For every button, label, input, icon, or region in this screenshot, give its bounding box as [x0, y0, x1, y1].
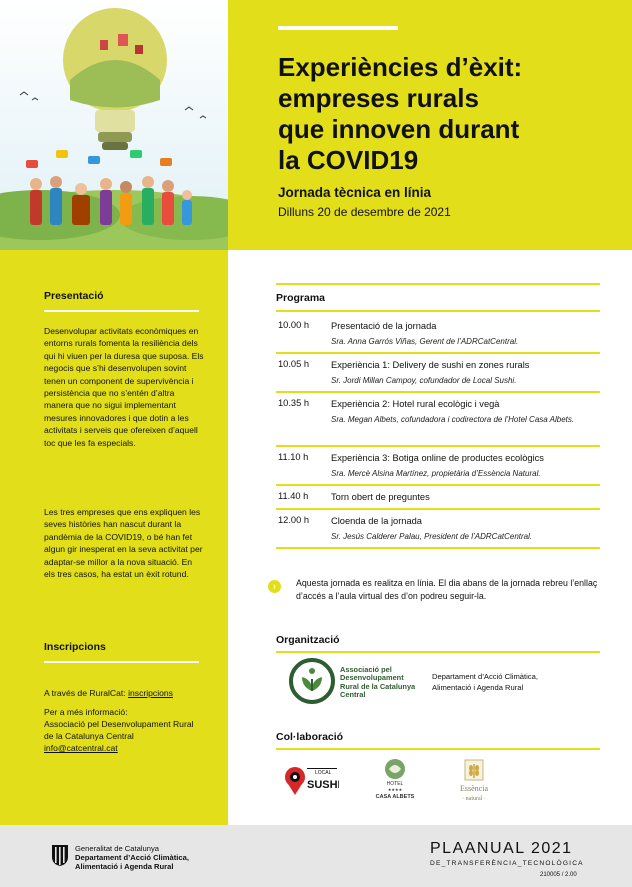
adr-logo-icon: [288, 657, 336, 705]
email-link[interactable]: info@catcentral.cat: [44, 743, 118, 753]
program-time: 10.05 h: [278, 359, 310, 369]
collaboracio-rule: [276, 748, 600, 750]
program-item: [276, 491, 600, 507]
program-item: [276, 515, 600, 555]
program-title: Experiència 1: Delivery de sushi en zones rurals: [331, 360, 530, 370]
gencat-text: [75, 844, 235, 871]
program-title: Presentació de la jornada: [331, 321, 437, 331]
org-contact: Associació pel Desenvolupament Rural de la Catalunya Central: [44, 719, 194, 741]
collaboracio-heading: Col·laboració: [276, 731, 344, 743]
program-time: 12.00 h: [278, 515, 310, 525]
adr-name: Associació pel Desenvolupament Rural de la Catalunya Central: [340, 665, 416, 700]
essencia-logo: [450, 758, 498, 800]
essencia-sub: · natural ·: [462, 796, 486, 802]
program-divider: [276, 547, 600, 549]
essencia-name: Essència: [460, 784, 488, 793]
section-rule: [44, 661, 199, 663]
organitzacio-heading: Organització: [276, 634, 340, 646]
program-time: 11.10 h: [278, 452, 309, 462]
program-time: 10.35 h: [278, 398, 310, 408]
online-note: Aquesta jornada es realitza en línia. El dia abans de la jornada rebreu l’enllaç d’accés a l’aula virtual des d’on podreu seguir-la.: [296, 578, 598, 601]
plan-title: PLAANUAL 2021: [430, 840, 573, 857]
program-item: [276, 452, 600, 492]
program-item: [276, 359, 600, 399]
program-item: [276, 320, 600, 360]
program-divider: [276, 484, 600, 486]
left-column: [0, 250, 228, 825]
local-sushi-name: SUSHI: [307, 779, 339, 791]
program-speaker: Sr. Jordi Millan Campoy, cofundador de Local Sushi.: [331, 376, 517, 385]
title-line: que innoven durant: [278, 114, 520, 144]
title-line: Experiències d’èxit:: [278, 52, 523, 82]
program-time: 10.00 h: [278, 320, 310, 330]
footer: [0, 825, 632, 887]
event-date: Dilluns 20 de desembre de 2021: [278, 205, 451, 219]
program-title: Cloenda de la jornada: [331, 516, 422, 526]
page-title: [278, 52, 623, 176]
gencat-dept-line2: Alimentació i Agenda Rural: [75, 862, 174, 871]
casa-albets-stars: ★★★★: [387, 787, 403, 792]
program-speaker: Sra. Mercè Alsina Martínez, propietària d’Essència Natural.: [331, 469, 541, 478]
hero-illustration: [0, 0, 228, 250]
inscripcions-link[interactable]: inscripcions: [128, 688, 173, 698]
local-sushi-top: LOCAL: [315, 770, 332, 776]
organitzacio-rule: [276, 651, 600, 653]
title-line: empreses rurals: [278, 83, 479, 113]
program-speaker: Sra. Megan Albets, cofundadora i codirectora de l’Hotel Casa Albets.: [331, 415, 575, 424]
section-rule: [44, 310, 199, 312]
gencat-dept-line1: Departament d’Acció Climàtica,: [75, 853, 189, 862]
programa-heading: Programa: [276, 292, 326, 304]
casa-albets-top: HOTEL: [386, 781, 404, 787]
presentacio-heading: Presentació: [44, 290, 104, 302]
hero-rule: [278, 26, 398, 30]
program-time: 11.40 h: [278, 491, 309, 501]
more-info-label: Per a més informació:: [44, 707, 128, 717]
plan-subtitle: DE_TRANSFERÈNCIA_TECNOLÒGICA: [430, 860, 584, 867]
programa-rule: [276, 310, 600, 312]
program-divider: [276, 352, 600, 354]
presentacio-paragraph-2: Les tres empreses que ens expliquen les seves històries han nascut durant la pandèmia de la COVID19, o bé han fet algun gir inesperat en la seva activitat per adaptar-se millor a la nova situació. En els tres casos, ha estat un èxit rotund.: [44, 507, 203, 580]
dept-name: Departament d’Acció Climàtica, Alimentació i Agenda Rural: [432, 672, 538, 692]
local-sushi-logo: [277, 758, 339, 800]
program-item: [276, 398, 600, 448]
programa-top-rule: [276, 283, 600, 285]
program-title: Experiència 3: Botiga online de productes ecològics: [331, 453, 544, 463]
arrow-circle-icon: ›: [268, 580, 281, 593]
program-speaker: Sra. Anna Garrós Viñas, Gerent de l’ADRCatCentral.: [331, 337, 519, 346]
inscripcions-via: [44, 687, 214, 699]
program-divider: [276, 508, 600, 510]
casa-albets-name: CASA ALBETS: [375, 794, 415, 800]
inscripcions-heading: Inscripcions: [44, 641, 106, 653]
program-title: Experiència 2: Hotel rural ecològic i vegà: [331, 399, 500, 409]
program-divider: [276, 445, 600, 447]
hero-band: [228, 0, 632, 250]
plan-code: 210005 / 2.00: [540, 872, 577, 878]
hotel-crest-icon: [370, 758, 420, 802]
sushi-pin-icon: [277, 758, 339, 800]
presentacio-paragraph-1: Desenvolupar activitats econòmiques en entorns rurals fomenta la resiliència dels qui hi viuen per la duresa que suposa. Els negocis que s’hi desenvolupen sovint tenen un component de supervivència i persistència que no s’entén d’altra manera que no sigui implementant mesures innovadores i que dotin a les activitats i serveis que ofereixen d’aquell toc que les fa especials.: [44, 326, 204, 448]
wheat-icon: [450, 758, 498, 804]
gencat-name: Generalitat de Catalunya: [75, 844, 160, 853]
via-text: A través de RuralCat:: [44, 688, 129, 698]
lightbulb-village-icon: [0, 0, 228, 250]
program-divider: [276, 391, 600, 393]
casa-albets-logo: [370, 758, 420, 800]
program-title: Torn obert de preguntes: [331, 492, 430, 502]
program-speaker: Sr. Jesús Calderer Palau, President de l’ADRCatCentral.: [331, 532, 533, 541]
event-subtitle: Jornada tècnica en línia: [278, 185, 432, 200]
gencat-logo-icon: [50, 843, 70, 867]
title-line: la COVID19: [278, 145, 419, 175]
